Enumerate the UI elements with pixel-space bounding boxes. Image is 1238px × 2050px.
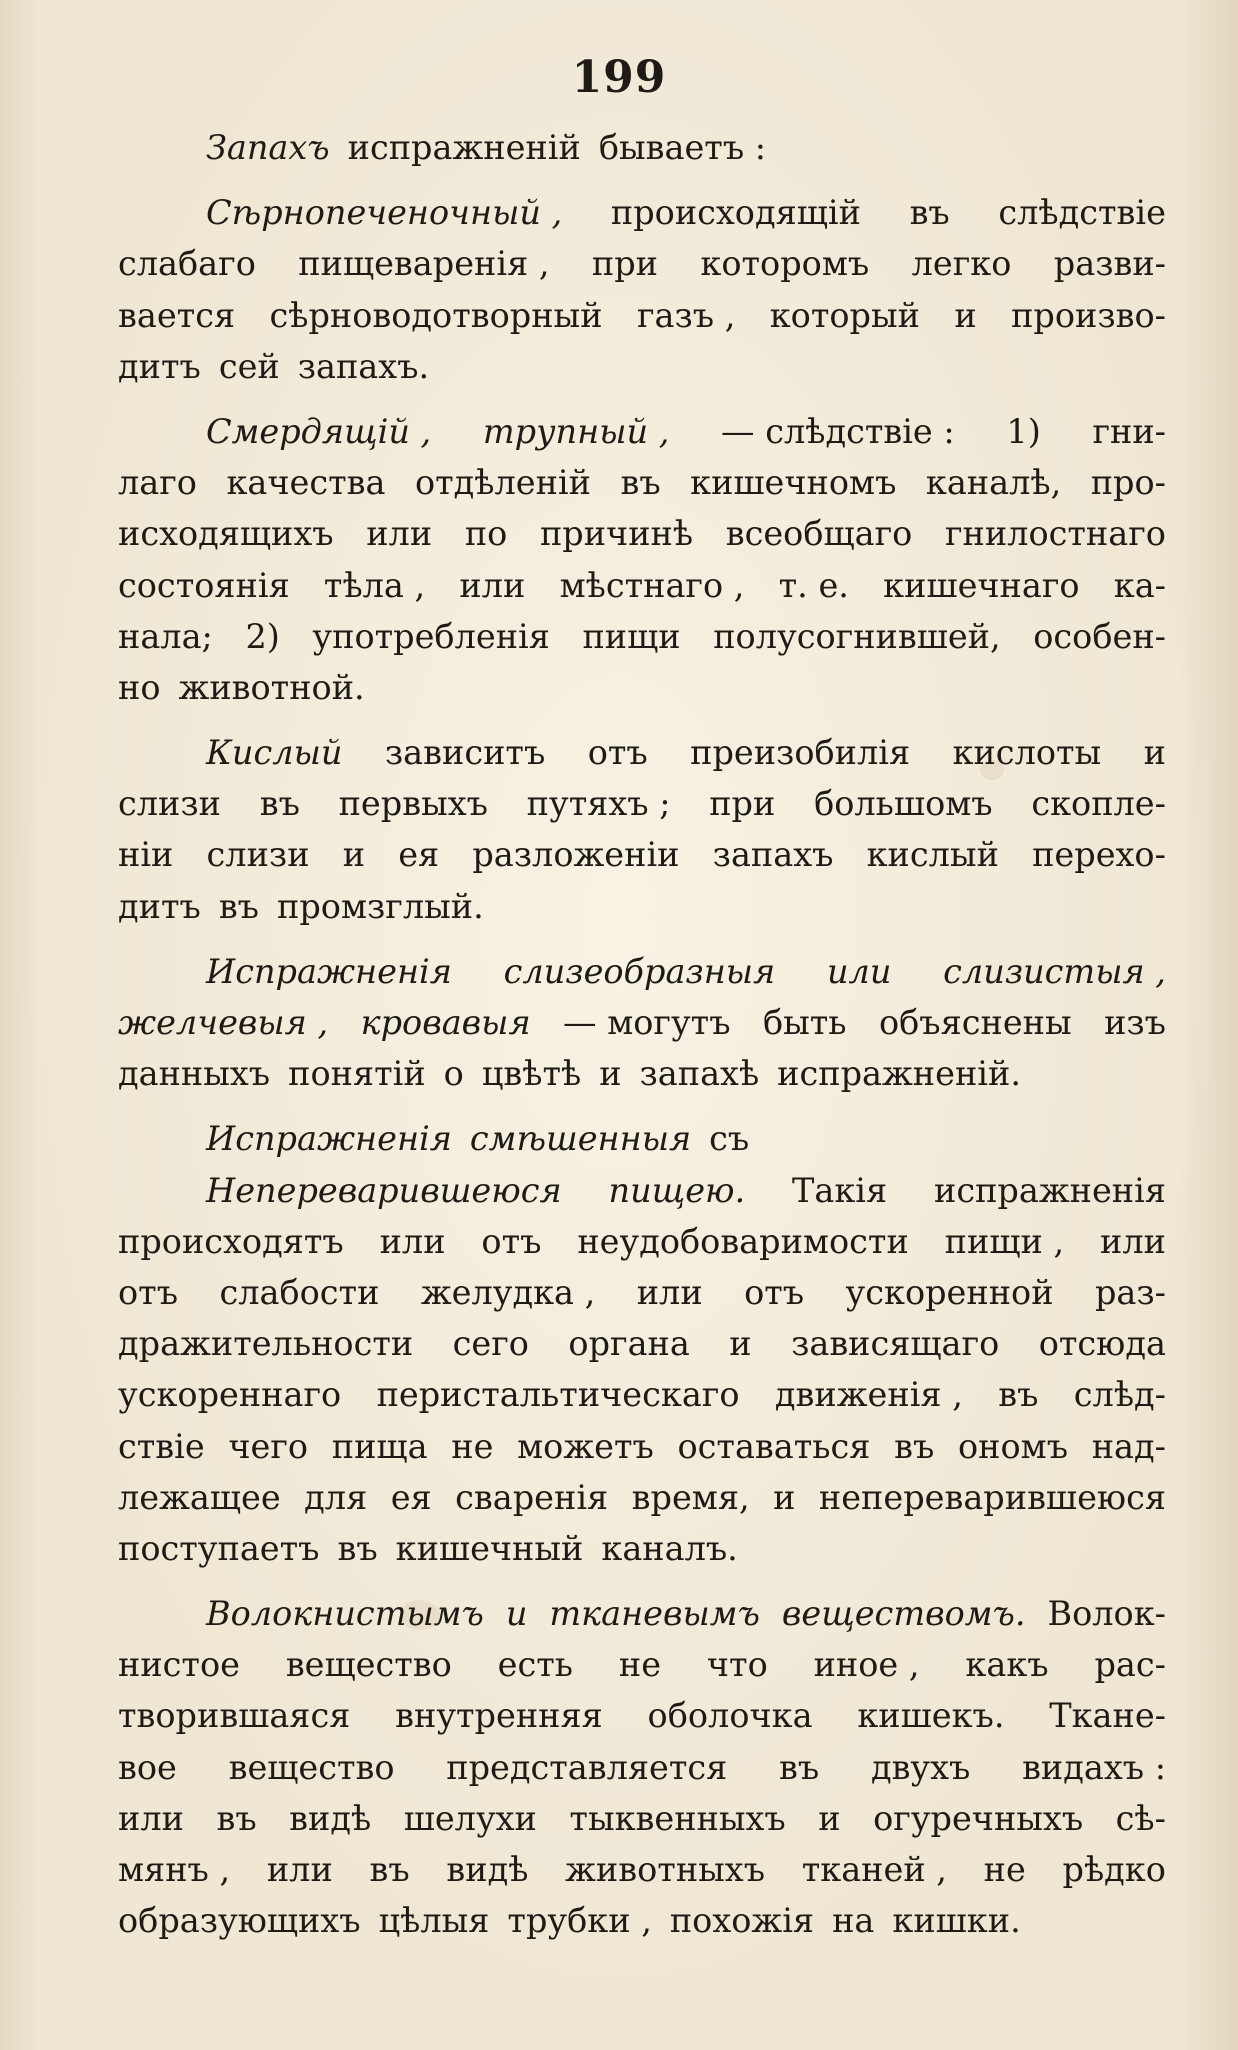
word: какъ [965,1645,1049,1685]
word: для [304,1477,368,1517]
word: отъ [118,1272,179,1312]
word: зависитъ [384,733,546,773]
word: и [773,1477,796,1517]
word: быть [762,1003,847,1042]
word: слизистыя , [943,951,1166,991]
word: въ [337,1528,378,1568]
word: трубки , [507,1901,652,1941]
word: кишечномъ [690,463,897,503]
word: произво- [1011,295,1166,335]
word: сваренія [455,1477,609,1517]
word: каналѣ, [925,463,1062,503]
text-line [118,1588,1166,1639]
word: въ [259,784,300,824]
word: пищеваренія , [298,244,550,284]
word: съ [709,1119,750,1159]
word: большомъ [814,784,993,824]
word: движенія , [774,1375,963,1415]
word: рѣдко [1062,1850,1166,1889]
word: или [826,951,892,991]
word: ея [390,1477,432,1517]
word: Ткане- [1049,1696,1166,1736]
word: или [366,514,433,554]
word: цѣлыя [378,1901,490,1941]
paragraph-gap [118,1099,1166,1113]
word: въ [779,1747,820,1787]
word: гнилостнаго [944,514,1166,554]
word: слизи [118,784,221,824]
word: Непереварившеюся [206,1170,562,1210]
word: данныхъ [118,1054,271,1094]
word: сѣ- [1115,1798,1166,1838]
word: пищи , [944,1221,1065,1261]
text-line [118,457,1166,508]
word: особен- [1033,616,1166,656]
text-line [118,560,1166,611]
word: всеобщаго [725,514,913,554]
word: изъ [1104,1003,1166,1042]
text-line [118,946,1166,997]
word: есть [497,1645,574,1685]
word: желудка , [420,1272,596,1312]
word: слѣдствіе [998,193,1166,233]
word: преизобилія [690,733,911,773]
word: пища [331,1426,428,1466]
word: гни- [1092,411,1166,451]
word: трупный , [482,411,670,451]
paragraph [118,1113,1166,1164]
text-line [118,829,1166,880]
word: слѣд- [1073,1375,1166,1415]
word: желчевыя , [118,1003,329,1042]
word: похожія [669,1901,815,1941]
word: употребленія [312,616,550,656]
text-line [118,611,1166,662]
word: представляется [446,1747,728,1787]
word: слизеобразныя [503,951,776,991]
word: слизи [206,835,310,875]
word: кишекъ. [857,1696,1005,1736]
word: бываетъ : [598,128,767,167]
word: нала; [118,616,213,656]
word: легко [911,244,1012,284]
paragraph [118,406,1166,713]
word: 2) [245,616,280,656]
word: тыквенныхъ [569,1798,786,1838]
word: — могутъ [563,1003,731,1042]
word: и [599,1054,622,1094]
word: непереварившеюся [818,1477,1166,1517]
word: животной. [178,667,365,707]
paragraph-gap [118,392,1166,406]
text-line [118,881,1166,932]
word: кровавыя [360,1003,531,1042]
word: Смердящій , [206,411,432,451]
word: происходящій [610,193,861,233]
word: слабости [219,1272,380,1312]
word: въ [620,463,661,503]
word: видѣ [289,1798,372,1838]
word: кислый [866,835,999,875]
word: оставаться [677,1426,871,1466]
word: цвѣтѣ [481,1054,582,1094]
word: въ [909,193,950,233]
paragraph-gap [118,713,1166,727]
word: въ [894,1426,935,1466]
paragraph [118,727,1166,932]
word: творившаяся [118,1696,351,1736]
word: слабаго [118,244,256,284]
word: можетъ [517,1426,654,1466]
word: Кислый [206,733,343,773]
word: разложеніи [472,835,680,875]
word: или [636,1272,703,1312]
text-line [118,997,1166,1048]
text-line [118,1742,1166,1793]
word: оболочка [647,1696,813,1736]
word: веществомъ. [781,1594,1026,1634]
word: двухъ [870,1747,971,1787]
word: и [1143,733,1166,773]
word: лаго [118,463,197,503]
word: иное , [813,1645,920,1685]
word: на [832,1901,875,1941]
text-line [118,1523,1166,1574]
word: органа [568,1324,690,1364]
word: газъ , [636,295,736,335]
paragraph-gap [118,932,1166,946]
word: смѣшенныя [469,1119,692,1159]
word: испражненія [934,1170,1166,1210]
word: или [379,1221,446,1261]
word: огуречныхъ [873,1798,1084,1838]
text-line [118,1113,1166,1164]
word: который [769,295,920,335]
word: Сѣрнопеченочный , [206,193,563,233]
word: запахъ [712,835,834,875]
word: пищи [582,616,681,656]
word: сей [218,346,280,386]
word: кишечный [395,1528,584,1568]
word: качества [226,463,386,503]
word: т. е. [778,565,849,605]
word: Волок- [1047,1594,1166,1634]
paragraph-gap [118,173,1166,187]
word: Испражненія [206,1119,452,1159]
word: скопле- [1031,784,1166,824]
text-line [118,122,1166,173]
word: по [464,514,508,554]
word: или [266,1850,333,1889]
word: отъ [481,1221,542,1261]
word: и [505,1594,528,1634]
text-body [118,122,1166,1946]
word: кислоты [952,733,1102,773]
text-line [118,406,1166,457]
word: образующихъ [118,1901,361,1941]
word: и [954,295,977,335]
text-line [118,1421,1166,1472]
word: ономъ [958,1426,1069,1466]
word: не [618,1645,662,1685]
word: не [451,1426,494,1466]
word: внутренняя [395,1696,603,1736]
word: животныхъ [565,1850,766,1889]
word: дитъ [118,886,201,926]
text-line [118,662,1166,713]
word: нистое [118,1645,240,1685]
text-line [118,1369,1166,1420]
text-line [118,1267,1166,1318]
text-line [118,187,1166,238]
word: и [342,835,366,875]
word: каналъ. [601,1528,738,1568]
word: рас- [1094,1645,1166,1685]
word: состоянія [118,565,290,605]
text-line [118,290,1166,341]
word: испражненій [347,128,581,167]
word: шелухи [403,1798,537,1838]
word: вещество [285,1645,452,1685]
text-line [118,238,1166,289]
word: вое [118,1747,177,1787]
word: понятій [288,1054,426,1094]
word: — слѣдствіе : [721,411,955,451]
paragraph [118,946,1166,1100]
paragraph [118,1588,1166,1946]
word: о [443,1054,464,1094]
word: перехо- [1032,835,1166,875]
word: Испражненія [206,951,452,991]
text-line [118,778,1166,829]
word: въ [218,886,259,926]
word: над- [1091,1426,1166,1466]
word: Запахъ [206,128,330,167]
text-line [118,1793,1166,1844]
word: Такія [792,1170,888,1210]
word: при [591,244,659,284]
word: въ [998,1375,1039,1415]
word: ніи [118,835,174,875]
word: перистальтическаго [376,1375,740,1415]
text-line [118,727,1166,778]
word: и [729,1324,752,1364]
word: и [818,1798,841,1838]
word: объяснены [878,1003,1072,1042]
word: полусогнившей, [713,616,1001,656]
text-line [118,1048,1166,1099]
word: кишки. [892,1901,1021,1941]
word: но [118,667,161,707]
word: отдѣленій [414,463,591,503]
text-line [118,1639,1166,1690]
word: сего [452,1324,529,1364]
text-line [118,1318,1166,1369]
word: ея [398,835,440,875]
word: неудобоваримости [577,1221,909,1261]
word: первыхъ [338,784,488,824]
word: исходящихъ [118,514,334,554]
word: промзглый. [277,886,484,926]
word: въ [216,1798,257,1838]
word: которомъ [700,244,870,284]
word: ствіе [118,1426,205,1466]
word: поступаетъ [118,1528,320,1568]
word: тканей , [801,1850,947,1889]
text-line [118,1895,1166,1946]
word: или [1100,1221,1166,1261]
word: дитъ [118,346,201,386]
paragraph-gap [118,1574,1166,1588]
word: пищею. [608,1170,746,1210]
text-line [118,1690,1166,1741]
word: отъ [587,733,648,773]
word: мянъ , [118,1850,231,1889]
word: ускореннаго [118,1375,342,1415]
word: испражненій. [777,1054,1021,1094]
word: видѣ [446,1850,529,1889]
word: что [706,1645,768,1685]
word: тѣла , [323,565,426,605]
word: дражительности [118,1324,414,1364]
paragraph [118,1165,1166,1575]
word: путяхъ ; [526,784,671,824]
text-line [118,1844,1166,1895]
text-line [118,1165,1166,1216]
text-line [118,508,1166,559]
word: тканевымъ [549,1594,760,1634]
text-line [118,341,1166,392]
word: происходятъ [118,1221,344,1261]
word: чего [228,1426,309,1466]
paragraph [118,122,1166,173]
word: при [709,784,776,824]
word: не [983,1850,1026,1889]
word: вещество [228,1747,395,1787]
word: запахѣ [639,1054,760,1094]
word: разви- [1053,244,1166,284]
word: раз- [1094,1272,1166,1312]
word: лежащее [118,1477,281,1517]
word: 1) [1006,411,1041,451]
word: вается [118,295,236,335]
word: или [118,1798,184,1838]
word: въ [369,1850,410,1889]
word: зависящаго [791,1324,1000,1364]
word: видахъ : [1022,1747,1166,1787]
word: время, [631,1477,750,1517]
word: запахъ. [297,346,430,386]
paragraph [118,187,1166,392]
text-line [118,1472,1166,1523]
word: отсюда [1038,1324,1166,1364]
word: отъ [744,1272,805,1312]
word: ускоренной [845,1272,1054,1312]
text-line [118,1216,1166,1267]
word: про- [1090,463,1166,503]
word: мѣстнаго , [559,565,745,605]
word: Волокнистымъ [206,1594,484,1634]
page-number: 199 [571,52,667,103]
word: кишечнаго [883,565,1080,605]
word: или [459,565,526,605]
word: ка- [1113,565,1166,605]
word: сѣрноводотворный [269,295,603,335]
word: причинѣ [539,514,694,554]
